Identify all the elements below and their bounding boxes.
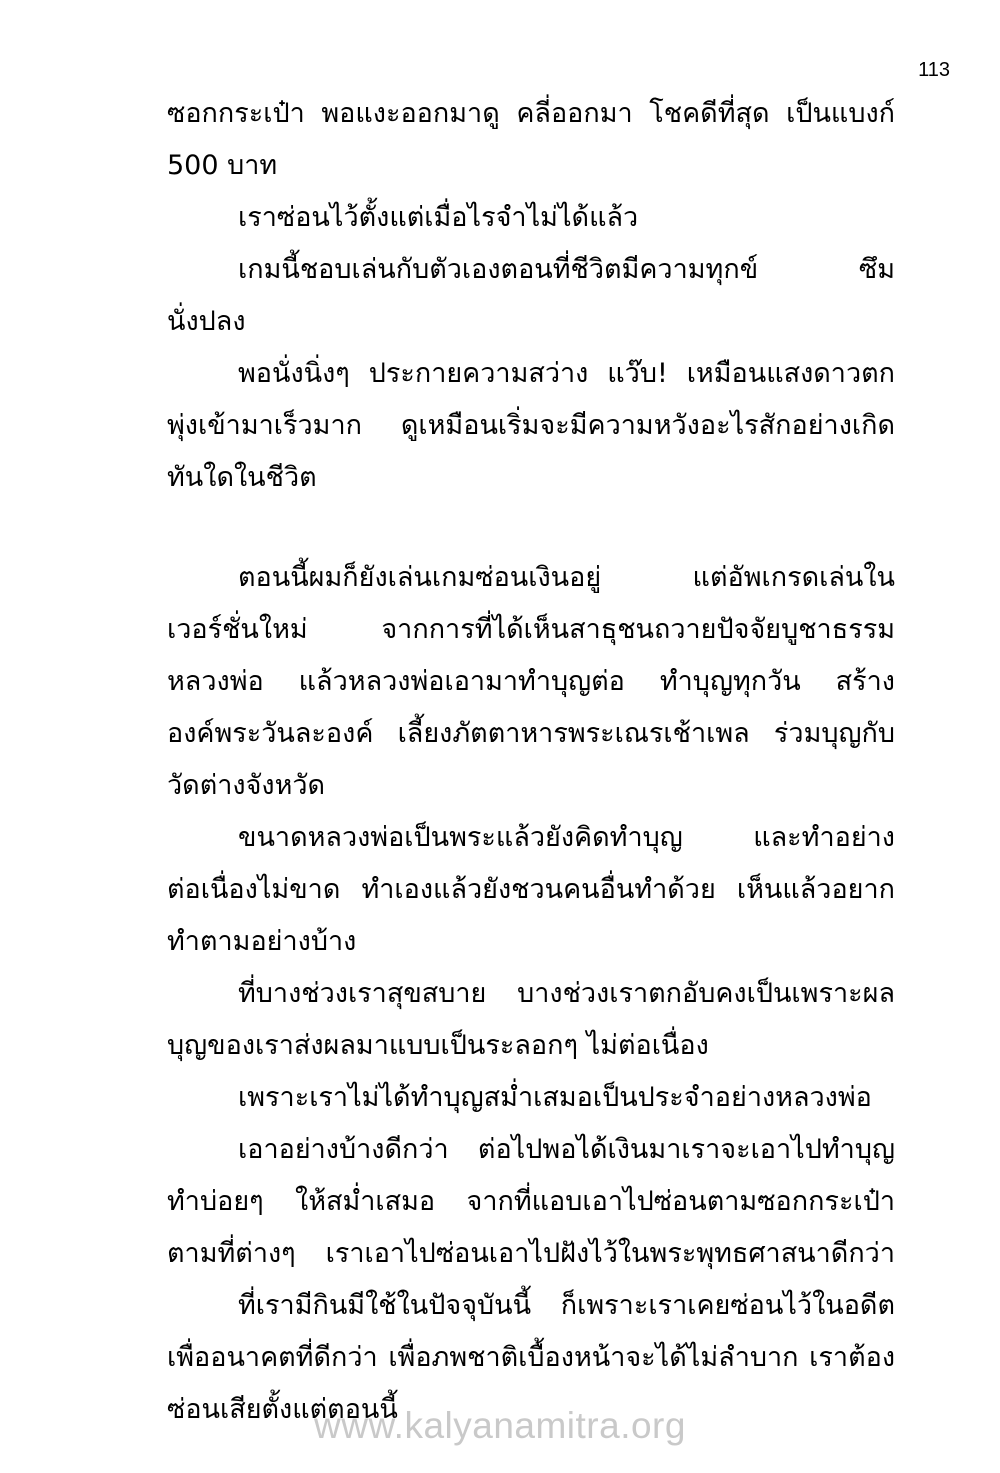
paragraph-gap bbox=[167, 504, 895, 552]
text-line: ทันใดในชีวิต bbox=[167, 462, 317, 493]
text-line: พอนั่งนิ่งๆ ประกายความสว่าง แว๊บ! เหมือนแสงดาวตก bbox=[238, 358, 895, 389]
text-line: ที่บางช่วงเราสุขสบาย บางช่วงเราตกอับคงเป็นเพราะผล bbox=[238, 978, 895, 1009]
text-line: หลวงพ่อ แล้วหลวงพ่อเอามาทำบุญต่อ ทำบุญทุกวัน สร้าง bbox=[167, 666, 895, 697]
text-line: องค์พระวันละองค์ เลี้ยงภัตตาหารพระเณรเช้าเพล ร่วมบุญกับ bbox=[167, 718, 895, 749]
text-line: ตอนนี้ผมก็ยังเล่นเกมซ่อนเงินอยู่ แต่อัพเกรดเล่นใน bbox=[238, 562, 895, 593]
text-line: ทำบ่อยๆ ให้สม่ำเสมอ จากที่แอบเอาไปซ่อนตามซอกกระเป๋า bbox=[167, 1186, 895, 1217]
text-line: ทำตามอย่างบ้าง bbox=[167, 926, 357, 957]
text-line: เพราะเราไม่ได้ทำบุญสม่ำเสมอเป็นประจำอย่างหลวงพ่อ bbox=[238, 1082, 872, 1113]
text-line: ซอกกระเป๋า พอแงะออกมาดู คลี่ออกมา โชคดีที่สุด เป็นแบงก์ bbox=[167, 98, 895, 129]
watermark-url: www.kalyanamitra.org bbox=[314, 1405, 686, 1446]
text-line: เพื่ออนาคตที่ดีกว่า เพื่อภพชาติเบื้องหน้าจะได้ไม่ลำบาก เราต้อง bbox=[167, 1342, 895, 1373]
text-line: 500 บาท bbox=[167, 150, 278, 181]
text-line: ตามที่ต่างๆ เราเอาไปซ่อนเอาไปฝังไว้ในพระพุทธศาสนาดีกว่า bbox=[167, 1238, 895, 1269]
body-text bbox=[167, 88, 895, 1436]
text-line: เราซ่อนไว้ตั้งแต่เมื่อไรจำไม่ได้แล้ว bbox=[238, 202, 639, 233]
page-number: 113 bbox=[918, 59, 950, 81]
text-line: นั่งปลง bbox=[167, 306, 246, 337]
text-line: เกมนี้ชอบเล่นกับตัวเองตอนที่ชีวิตมีความทุกข์ ซึม bbox=[238, 254, 895, 285]
text-line: เอาอย่างบ้างดีกว่า ต่อไปพอได้เงินมาเราจะเอาไปทำบุญ bbox=[238, 1134, 895, 1165]
text-line: เวอร์ชั่นใหม่ จากการที่ได้เห็นสาธุชนถวายปัจจัยบูชาธรรม bbox=[167, 614, 895, 645]
text-line: วัดต่างจังหวัด bbox=[167, 770, 326, 801]
text-line: ต่อเนื่องไม่ขาด ทำเองแล้วยังชวนคนอื่นทำด้วย เห็นแล้วอยาก bbox=[167, 874, 895, 905]
text-line: บุญของเราส่งผลมาแบบเป็นระลอกๆ ไม่ต่อเนื่อง bbox=[167, 1030, 709, 1061]
text-line: ซ่อนเสียตั้งแต่ตอนนี้ bbox=[167, 1394, 398, 1425]
text-line: ขนาดหลวงพ่อเป็นพระแล้วยังคิดทำบุญ และทำอย่าง bbox=[238, 822, 895, 853]
text-line: ที่เรามีกินมีใช้ในปัจจุบันนี้ ก็เพราะเราเคยซ่อนไว้ในอดีต bbox=[238, 1290, 895, 1321]
text-line: พุ่งเข้ามาเร็วมาก ดูเหมือนเริ่มจะมีความหวังอะไรสักอย่างเกิด bbox=[167, 410, 895, 441]
